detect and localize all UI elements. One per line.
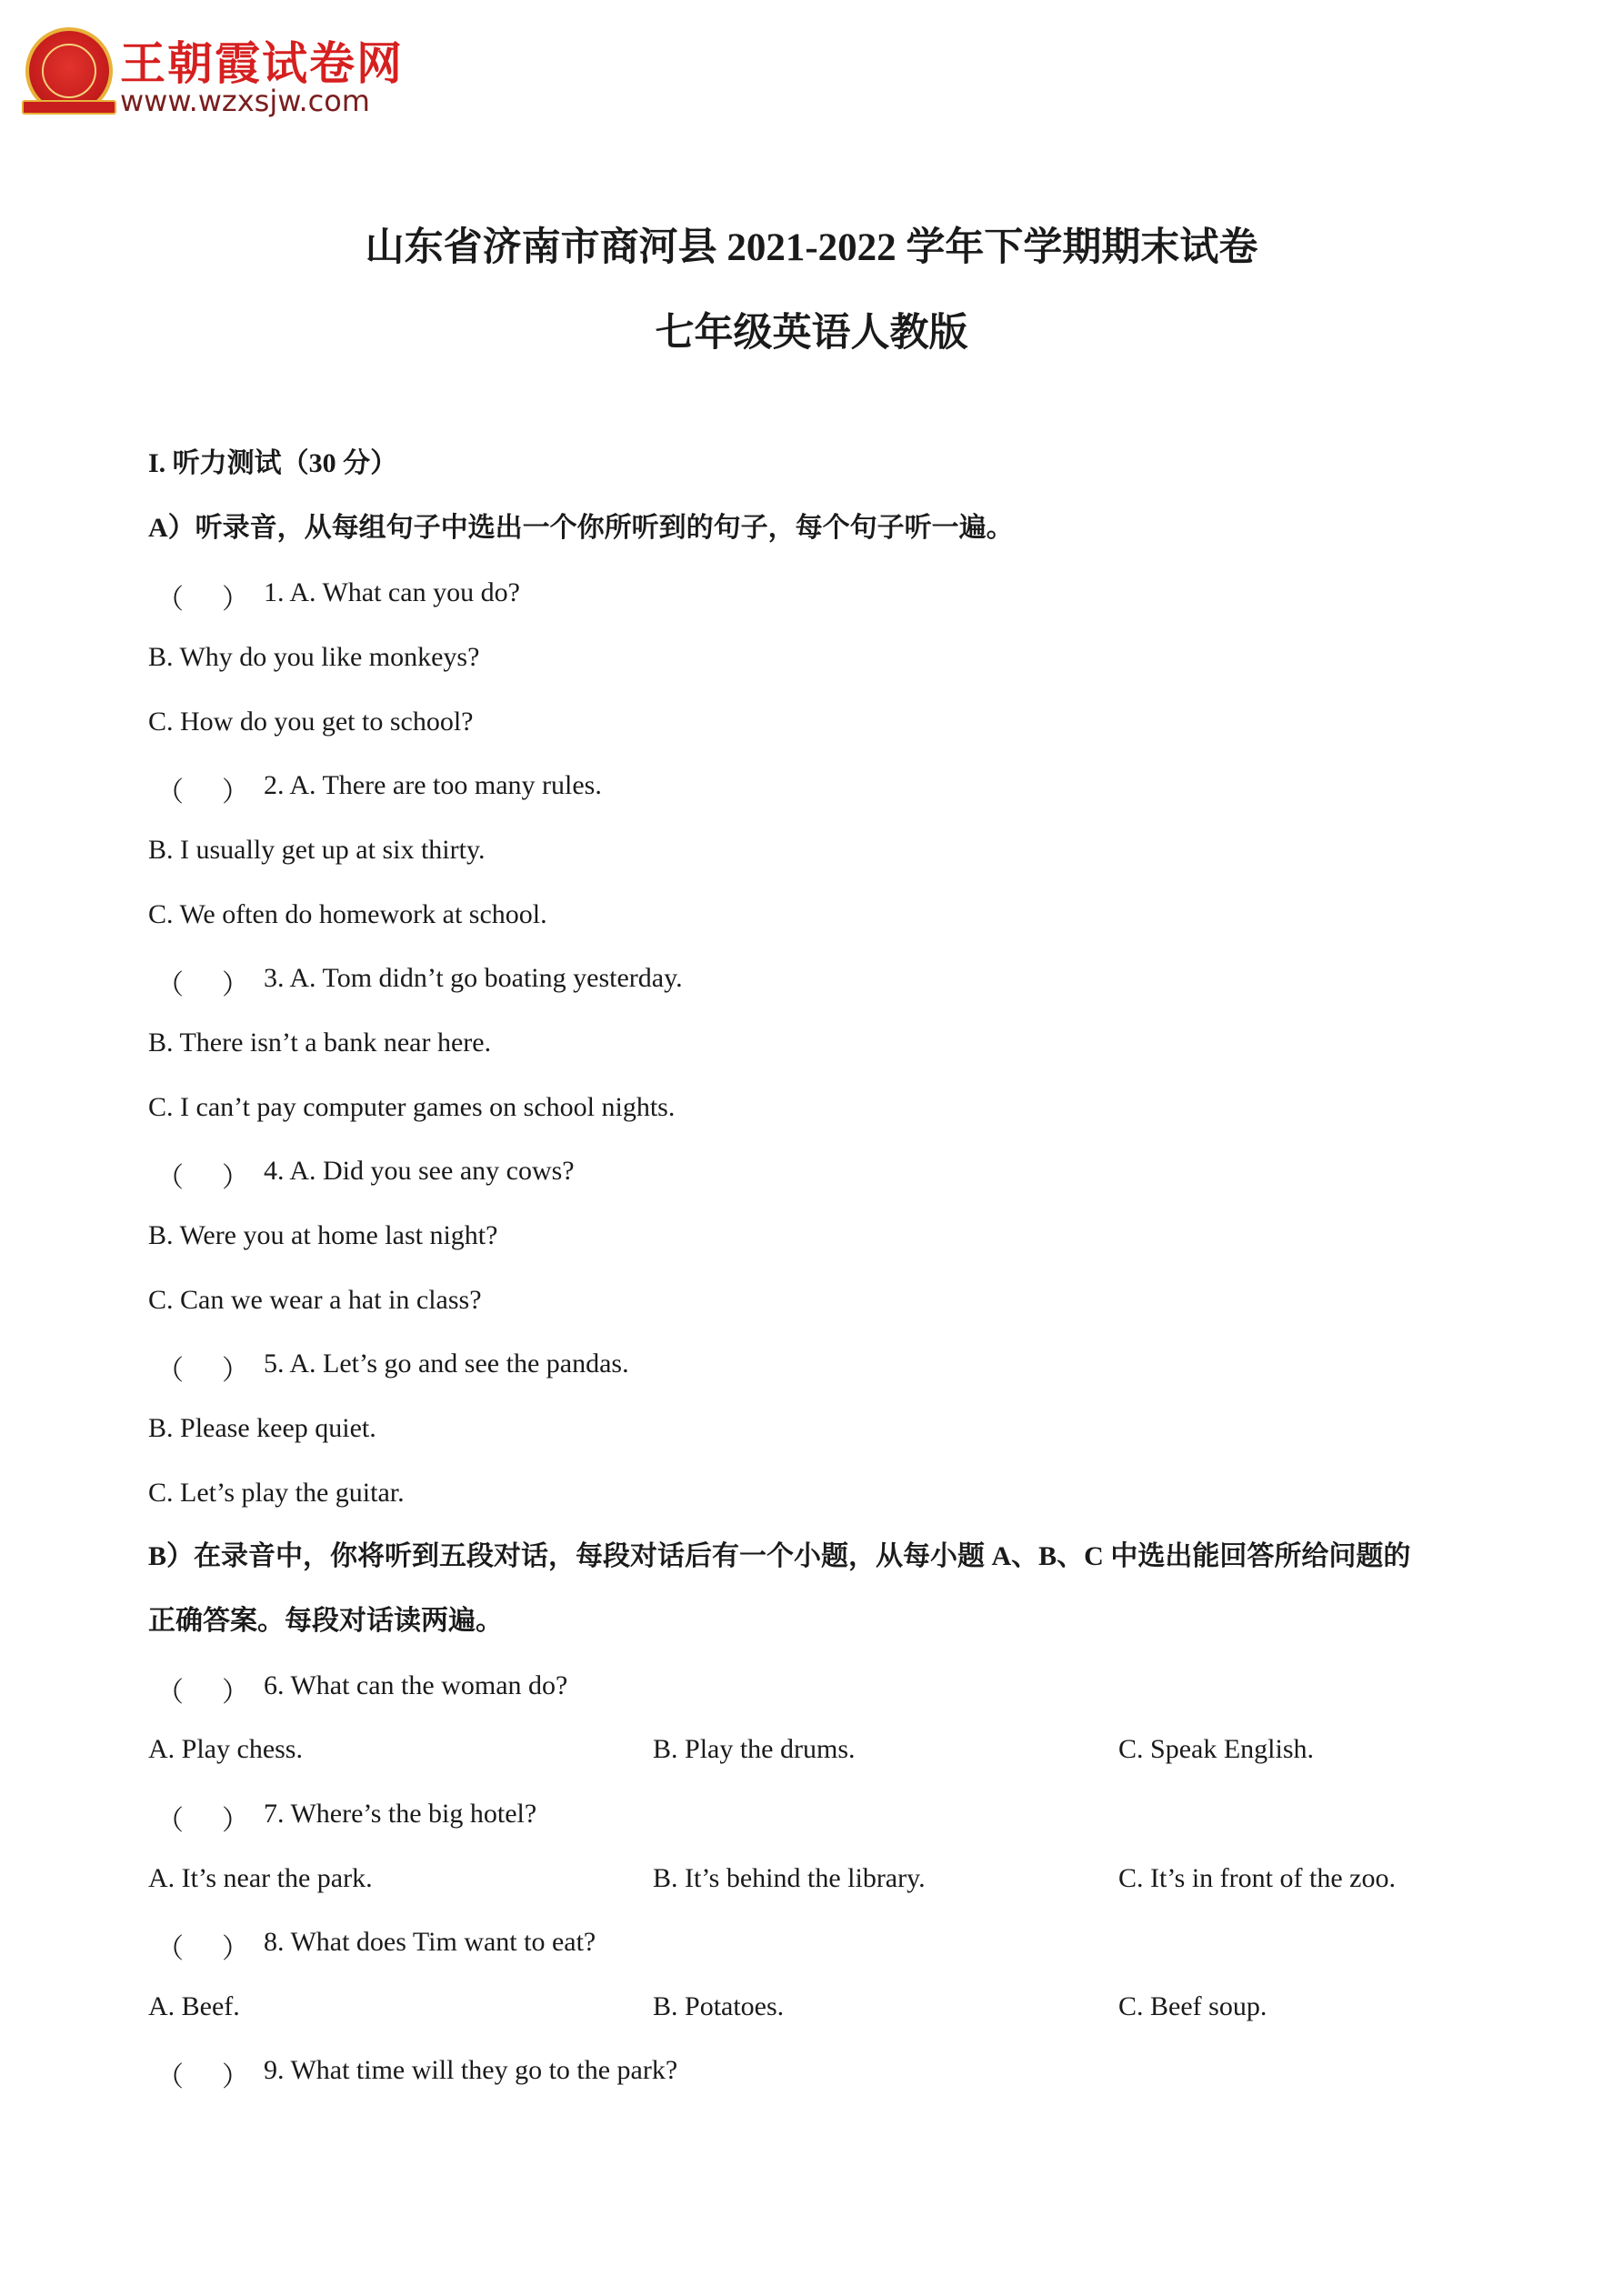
option-b: B. Please keep quiet.	[148, 1413, 376, 1443]
answer-paren-left: （	[156, 777, 184, 807]
answer-paren-left: （	[156, 1163, 184, 1193]
option-b: B. Were you at home last night?	[148, 1220, 498, 1250]
option-c: C. I can’t pay computer games on school nights.	[148, 1092, 676, 1122]
option-c: C. It’s in front of the zoo.	[1118, 1863, 1396, 1893]
option-a: A. It’s near the park.	[148, 1863, 373, 1893]
part-b-instruction: B）在录音中，你将听到五段对话，每段对话后有一个小题，从每小题 A、B、C 中选出能回答所给问题的	[148, 1541, 1411, 1571]
question-text: 2. A. There are too many rules.	[264, 770, 602, 800]
option-b: B. Potatoes.	[653, 1991, 785, 2021]
answer-paren-right: ）	[222, 1163, 249, 1193]
part-b-instruction-cont: 正确答案。每段对话读两遍。	[148, 1606, 503, 1636]
answer-paren-right: ）	[222, 970, 249, 1000]
option-c: C. We often do homework at school.	[148, 899, 547, 929]
answer-paren-left: （	[156, 585, 184, 615]
option-b: B. I usually get up at six thirty.	[148, 835, 486, 865]
question-text: 4. A. Did you see any cows?	[264, 1156, 575, 1186]
option-c: C. How do you get to school?	[148, 707, 474, 737]
answer-paren-right: ）	[222, 777, 249, 807]
answer-paren-left: （	[156, 1934, 184, 1964]
answer-paren-right: ）	[222, 1356, 249, 1386]
page-subtitle: 七年级英语人教版	[655, 312, 968, 355]
option-b: B. Why do you like monkeys?	[148, 642, 480, 672]
option-b: B. Play the drums.	[653, 1734, 856, 1764]
question-text: 1. A. What can you do?	[264, 577, 520, 607]
part-a-instruction: A）听录音，从每组句子中选出一个你所听到的句子，每个句子听一遍。	[148, 513, 1014, 543]
answer-paren-left: （	[156, 1678, 184, 1708]
answer-paren-left: （	[156, 1356, 184, 1386]
answer-paren-right: ）	[222, 585, 249, 615]
option-c: C. Can we wear a hat in class?	[148, 1285, 482, 1315]
question-text: 6. What can the woman do?	[264, 1670, 568, 1700]
option-b: B. It’s behind the library.	[653, 1863, 926, 1893]
answer-paren-right: ）	[222, 1806, 249, 1836]
option-b: B. There isn’t a bank near here.	[148, 1028, 492, 1058]
question-text: 7. Where’s the big hotel?	[264, 1799, 537, 1829]
logo-seal-icon	[25, 27, 113, 115]
option-c: C. Speak English.	[1118, 1734, 1314, 1764]
answer-paren-left: （	[156, 970, 184, 1000]
option-c: C. Let’s play the guitar.	[148, 1478, 405, 1508]
section-heading: I. 听力测试（30 分）	[148, 448, 398, 478]
answer-paren-right: ）	[222, 1934, 249, 1964]
logo-title: 王朝霞试卷网	[120, 37, 404, 90]
logo-url: www.wzxsjw.com	[120, 84, 370, 118]
answer-paren-left: （	[156, 1806, 184, 1836]
question-text: 8. What does Tim want to eat?	[264, 1927, 596, 1957]
question-text: 5. A. Let’s go and see the pandas.	[264, 1349, 629, 1379]
question-text: 3. A. Tom didn’t go boating yesterday.	[264, 963, 683, 993]
site-logo	[25, 24, 407, 124]
answer-paren-right: ）	[222, 1678, 249, 1708]
answer-paren-right: ）	[222, 2062, 249, 2092]
option-a: A. Beef.	[148, 1991, 240, 2021]
page-title: 山东省济南市商河县 2021-2022 学年下学期期末试卷	[365, 226, 1258, 269]
question-text: 9. What time will they go to the park?	[264, 2055, 678, 2085]
option-a: A. Play chess.	[148, 1734, 303, 1764]
option-c: C. Beef soup.	[1118, 1991, 1267, 2021]
answer-paren-left: （	[156, 2062, 184, 2092]
